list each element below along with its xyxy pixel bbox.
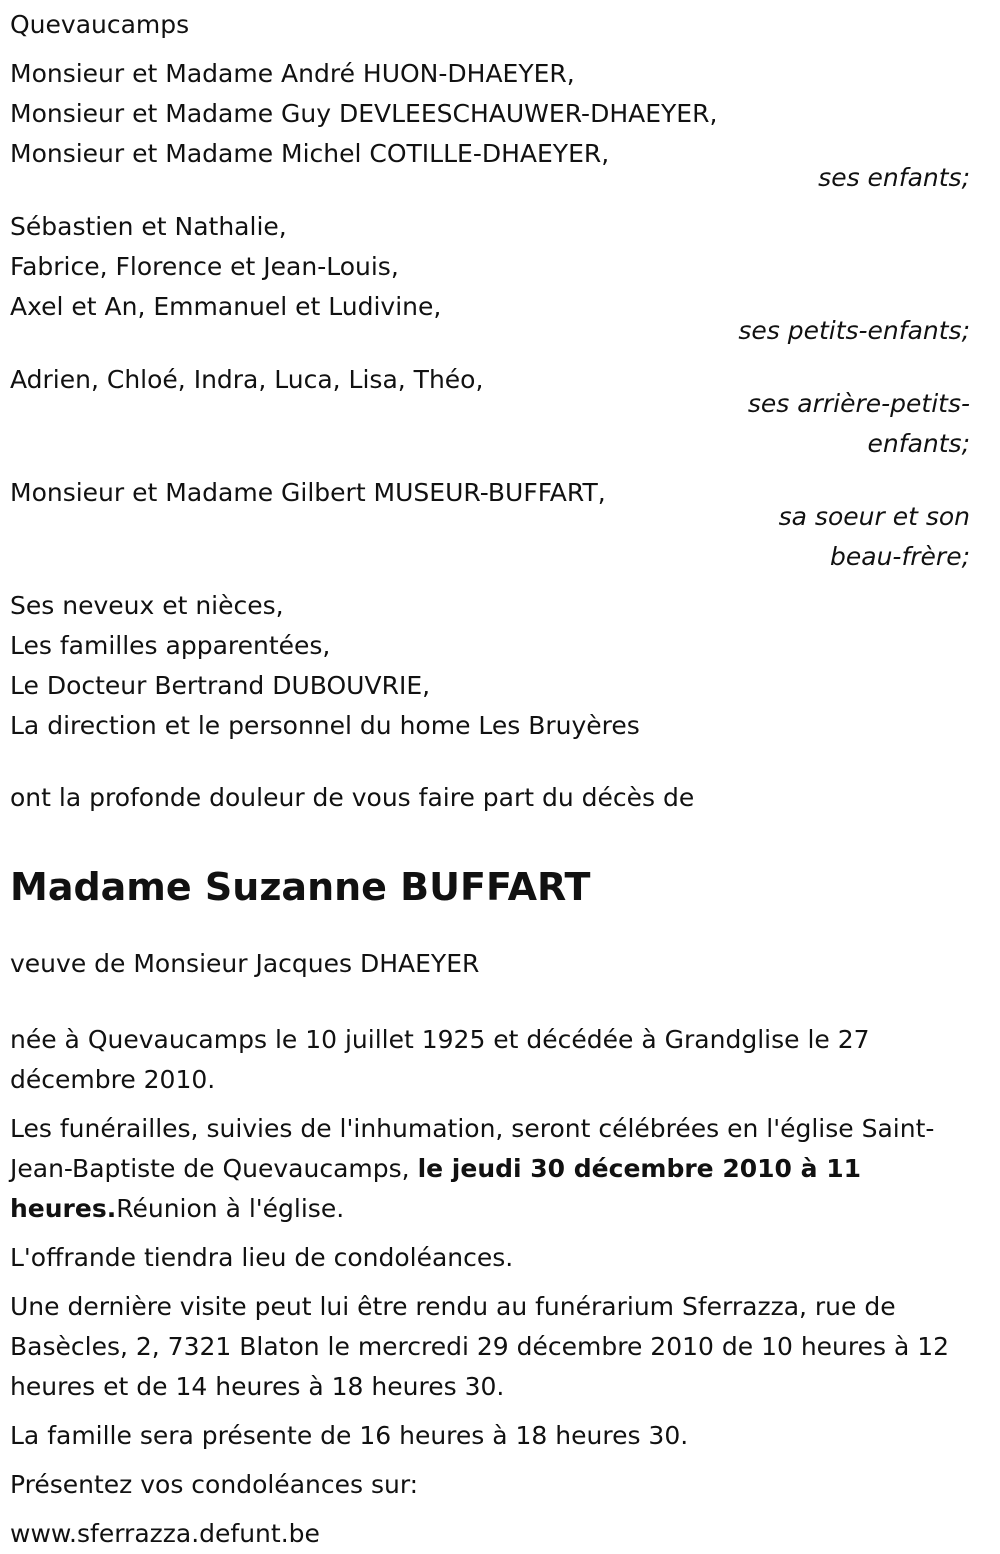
deceased-name: Madame Suzanne BUFFART — [10, 865, 591, 909]
condolences-label: Présentez vos condoléances sur: — [10, 1470, 419, 1499]
grandchildren-block — [10, 207, 970, 351]
other-line: Ses neveux et nièces, — [10, 591, 284, 620]
other-line: La direction et le personnel du home Les Bruyères — [10, 711, 640, 740]
children-role: ses enfants; — [818, 163, 970, 192]
others-block — [10, 586, 970, 746]
child-line: Monsieur et Madame Michel COTILLE-DHAEYER, — [10, 139, 610, 168]
great-grandchildren-role-line1: ses arrière-petits- — [747, 389, 970, 418]
grandchild-line: Fabrice, Florence et Jean-Louis, — [10, 252, 399, 281]
announcement-text: ont la profonde douleur de vous faire part du décès de — [10, 783, 695, 812]
widow-of-text: veuve de Monsieur Jacques DHAEYER — [10, 949, 480, 978]
birth-death-text: née à Quevaucamps le 10 juillet 1925 et décédée à Grandglise le 27 décembre 2010. — [10, 1025, 870, 1094]
great-grandchildren-block — [10, 360, 970, 464]
other-line: Les familles apparentées, — [10, 631, 331, 660]
sister-line: Monsieur et Madame Gilbert MUSEUR-BUFFART, — [10, 478, 606, 507]
grandchild-line: Axel et An, Emmanuel et Ludivine, — [10, 292, 442, 321]
town-heading: Quevaucamps — [10, 10, 190, 39]
other-line: Le Docteur Bertrand DUBOUVRIE, — [10, 671, 431, 700]
child-line: Monsieur et Madame Guy DEVLEESCHAUWER-DHAEYER, — [10, 99, 718, 128]
child-line: Monsieur et Madame André HUON-DHAEYER, — [10, 59, 575, 88]
children-block — [10, 54, 970, 198]
funeral-text — [10, 1109, 970, 1229]
funeral-text-before: Les funérailles, suivies de l'inhumation, seront célébrées en l'église Saint-Jean-Baptiste de Quevaucamps, — [10, 1114, 935, 1183]
sister-role-line2: beau-frère; — [830, 542, 970, 571]
sister-role-line1: sa soeur et son — [778, 502, 970, 531]
sister-block — [10, 473, 970, 577]
great-grandchild-line: Adrien, Chloé, Indra, Luca, Lisa, Théo, — [10, 365, 484, 394]
grandchildren-role: ses petits-enfants; — [738, 316, 970, 345]
website-link[interactable]: www.sferrazza.defunt.be — [10, 1519, 320, 1548]
grandchild-line: Sébastien et Nathalie, — [10, 212, 287, 241]
family-presence-text: La famille sera présente de 16 heures à 18 heures 30. — [10, 1421, 689, 1450]
great-grandchildren-role-line2: enfants; — [867, 429, 970, 458]
offering-text: L'offrande tiendra lieu de condoléances. — [10, 1243, 514, 1272]
funeral-text-after: Réunion à l'église. — [116, 1194, 345, 1223]
visit-text: Une dernière visite peut lui être rendu au funérarium Sferrazza, rue de Basècles, 2, 7321 Blaton le mercredi 29 décembre 2010 de 10 heures à 12 heures et de 14 heures à 18 heures 30. — [10, 1292, 950, 1401]
funeral-date: le jeudi 30 décembre 2010 à 11 heures. — [10, 1154, 861, 1223]
